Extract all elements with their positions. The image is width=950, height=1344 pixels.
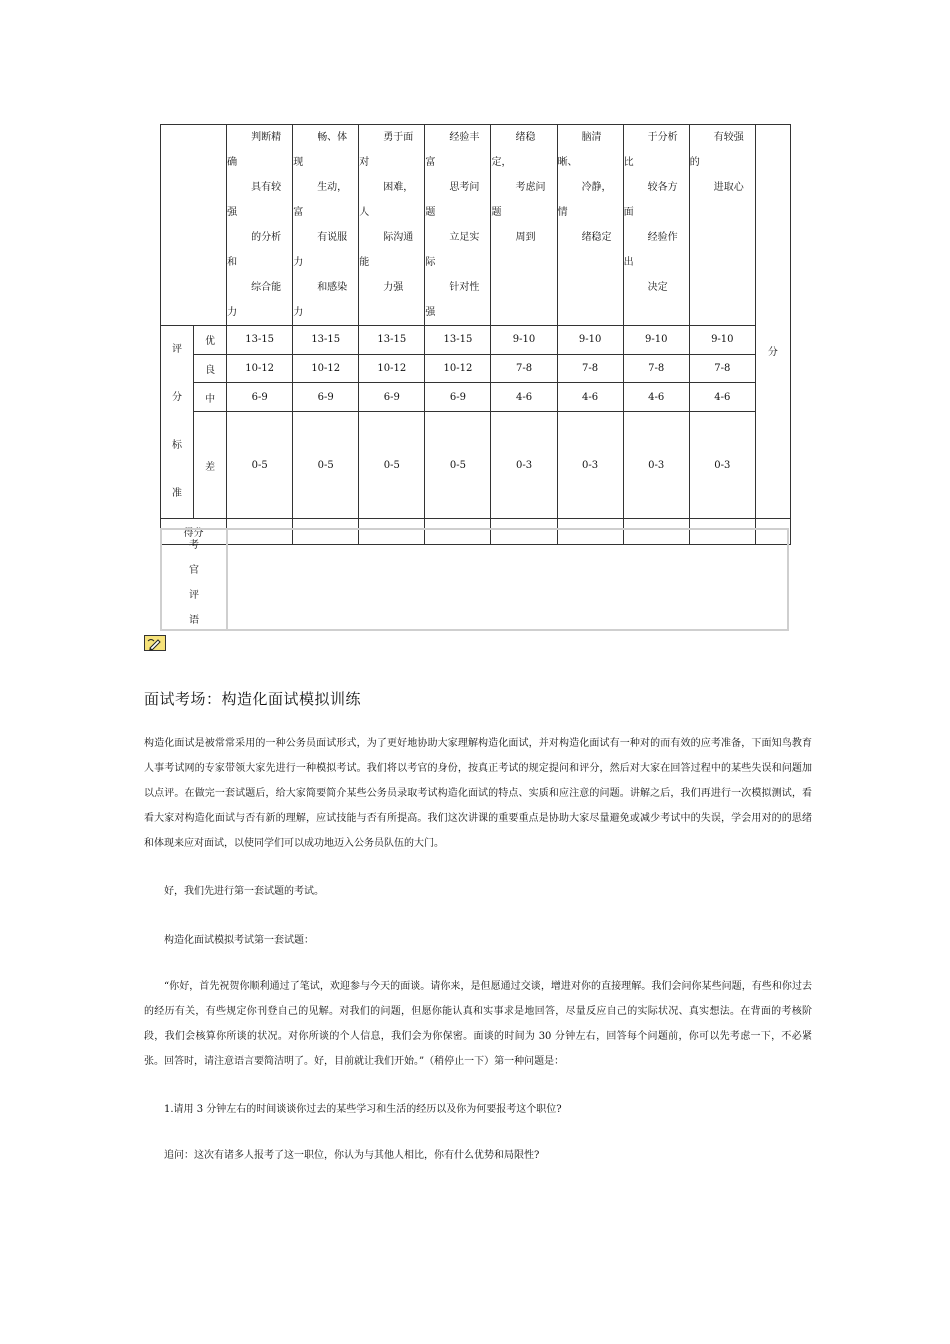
vertical-char: 评 xyxy=(189,590,199,601)
criterion-line: 出 xyxy=(623,257,634,268)
criterion-3 xyxy=(359,125,425,326)
criterion-line: 决定 xyxy=(647,282,668,293)
criterion-line: 人 xyxy=(359,207,370,218)
grade-value: 0-3 xyxy=(491,412,557,519)
grade-label: 优 xyxy=(194,326,227,355)
criterion-line: 力 xyxy=(293,257,304,268)
criterion-line: 冷静， xyxy=(581,182,612,193)
criterion-line: 绪稳 xyxy=(515,132,536,143)
grade-value: 7-8 xyxy=(623,354,689,383)
grade-value: 0-5 xyxy=(425,412,491,519)
criterion-line: 有较强 xyxy=(713,132,744,143)
vertical-char: 评 xyxy=(172,344,183,355)
grade-value: 4-6 xyxy=(689,383,755,412)
grade-value: 13-15 xyxy=(293,326,359,355)
standard-label xyxy=(161,326,194,519)
grade-label: 良 xyxy=(194,354,227,383)
criterion-7 xyxy=(623,125,689,326)
criterion-line: 进取心 xyxy=(713,182,744,193)
intro-paragraph: 构造化面试是被常常采用的一种公务员面试形式，为了更好地协助大家理解构造化面试，并对构造化面试有一种对的而有效的应考准备，下面知鸟教育人事考试网的专家带领大家先进行一种模拟考试。我们将以考官的身份，按真正考试的规定提问和评分，然后对大家在回答过程中的某些失误和问题加以点评。在做完一套试题后，给大家简要简介某些公务员录取考试构造化面试的特点、实质和应注意的问题。讲解之后，我们再进行一次模拟测试，看看大家对构造化面试与否有新的理解，应试技能与否有所提高。我们这次讲课的重要重点是协助大家尽量避免或减少考试中的失误，学会用对的的思绪和体现来应对面试，以使同学们可以成功地迈入公务员队伍的大门。 xyxy=(144,738,812,849)
greeting-paragraph: “你好，首先祝贺你顺利通过了笔试，欢迎参与今天的面谈。请你来，是但愿通过交谈，增进对你的直接理解。我们会问你某些问题，有些和你过去的经历有关，有些规定你刊登自己的见解。对我们的问题，但愿你能认真和实事求是地回答，尽量反应自己的实际状况、真实想法。在背面的考核阶段，我们会核算你所谈的状况。对你所谈的个人信息，我们会为你保密。面谈的时间为 30 分钟左右，回答每个问题前，你可以先考虑一下，不必紧张。回答时，请注意语言要简洁明了。好，目前就让我们开始。”（稍停止一下）第一种问题是： xyxy=(144,981,812,1067)
criterion-line: 题 xyxy=(425,207,436,218)
criterion-line: 比 xyxy=(623,157,634,168)
pencil-icon-graphic xyxy=(145,637,165,651)
criterion-line: 立足实 xyxy=(449,232,480,243)
fen-label: 分 xyxy=(755,125,790,519)
grade-value: 9-10 xyxy=(689,326,755,355)
grade-value: 7-8 xyxy=(557,354,623,383)
grade-value: 0-3 xyxy=(623,412,689,519)
grade-value: 13-15 xyxy=(359,326,425,355)
grade-value: 0-3 xyxy=(557,412,623,519)
grade-value: 7-8 xyxy=(491,354,557,383)
grade-value: 10-12 xyxy=(359,354,425,383)
grade-value: 6-9 xyxy=(359,383,425,412)
scoring-table xyxy=(160,124,791,545)
grade-value: 0-5 xyxy=(293,412,359,519)
criterion-6 xyxy=(557,125,623,326)
criterion-line: 题 xyxy=(491,207,502,218)
criterion-line: 针对性 xyxy=(449,282,480,293)
grade-value: 10-12 xyxy=(227,354,293,383)
grade-label: 中 xyxy=(194,383,227,412)
grade-value: 0-5 xyxy=(359,412,425,519)
criterion-line: 畅、体 xyxy=(317,132,348,143)
criterion-line: 际沟通 xyxy=(383,232,414,243)
criterion-line: 能 xyxy=(359,257,370,268)
criterion-line: 考虑问 xyxy=(515,182,546,193)
grade-value: 10-12 xyxy=(293,354,359,383)
grade-value: 4-6 xyxy=(623,383,689,412)
grade-value: 6-9 xyxy=(227,383,293,412)
criterion-line: 综合能 xyxy=(251,282,282,293)
criterion-line: 困难， xyxy=(383,182,414,193)
criterion-line: 绪稳定 xyxy=(581,232,612,243)
grade-value: 9-10 xyxy=(623,326,689,355)
criterion-line: 晰、 xyxy=(557,157,578,168)
score-label: 得分 xyxy=(161,519,227,545)
grade-value: 7-8 xyxy=(689,354,755,383)
vertical-char: 准 xyxy=(172,488,183,499)
grade-value: 6-9 xyxy=(425,383,491,412)
criterion-line: 力强 xyxy=(383,282,404,293)
corner-cell xyxy=(161,125,227,326)
grade-value: 4-6 xyxy=(491,383,557,412)
criterion-line: 富 xyxy=(293,207,304,218)
criterion-line: 情 xyxy=(557,207,568,218)
vertical-char: 考 xyxy=(189,540,199,551)
criterion-line: 的 xyxy=(689,157,700,168)
criterion-line: 较各方 xyxy=(647,182,678,193)
criterion-line: 确 xyxy=(227,157,238,168)
criterion-line: 生动， xyxy=(317,182,348,193)
criterion-line: 强 xyxy=(425,307,436,318)
criterion-line: 经验丰 xyxy=(449,132,480,143)
criterion-line: 面 xyxy=(623,207,634,218)
vertical-char: 官 xyxy=(189,565,199,576)
page-title: 面试考场：构造化面试模拟训练 xyxy=(144,690,362,708)
grade-row-medium xyxy=(161,383,791,412)
examiner-comment-box xyxy=(160,528,789,631)
criterion-line: 力 xyxy=(227,307,238,318)
grade-value: 9-10 xyxy=(557,326,623,355)
grade-value: 13-15 xyxy=(227,326,293,355)
set-title-paragraph: 构造化面试模拟考试第一套试题： xyxy=(164,935,314,946)
criterion-5 xyxy=(491,125,557,326)
vertical-char: 分 xyxy=(172,392,183,403)
question-1: 1.请用 3 分钟左右的时间谈谈你过去的某些学习和生活的经历以及你为何要报考这个职位? xyxy=(164,1104,562,1115)
grade-value: 9-10 xyxy=(491,326,557,355)
vertical-char: 标 xyxy=(172,440,183,451)
criterion-line: 勇于面 xyxy=(383,132,414,143)
criterion-line: 思考问 xyxy=(449,182,480,193)
criterion-line: 富 xyxy=(425,157,436,168)
pencil-icon[interactable] xyxy=(144,635,166,651)
grade-value: 10-12 xyxy=(425,354,491,383)
criterion-2 xyxy=(293,125,359,326)
grade-value: 13-15 xyxy=(425,326,491,355)
criterion-line: 经验作 xyxy=(647,232,678,243)
vertical-char: 语 xyxy=(189,615,199,626)
examiner-comment-label xyxy=(162,530,228,629)
grade-value: 6-9 xyxy=(293,383,359,412)
criterion-line: 有说服 xyxy=(317,232,348,243)
grade-value: 0-3 xyxy=(689,412,755,519)
criterion-8 xyxy=(689,125,755,326)
criterion-1 xyxy=(227,125,293,326)
criteria-row xyxy=(161,125,791,326)
criterion-line: 定， xyxy=(491,157,512,168)
criterion-line: 判断精 xyxy=(251,132,282,143)
criterion-line: 于分析 xyxy=(647,132,678,143)
criterion-line: 脑清 xyxy=(581,132,602,143)
grade-value: 4-6 xyxy=(557,383,623,412)
grade-label: 差 xyxy=(194,412,227,519)
grade-row-poor xyxy=(161,412,791,519)
criterion-line: 具有较 xyxy=(251,182,282,193)
grade-value: 0-5 xyxy=(227,412,293,519)
grade-row-excellent xyxy=(161,326,791,355)
criterion-line: 际 xyxy=(425,257,436,268)
criterion-4 xyxy=(425,125,491,326)
criterion-line: 周到 xyxy=(515,232,536,243)
follow-up-question: 追问：这次有诸多人报考了这一职位，你认为与其他人相比，你有什么优势和局限性? xyxy=(164,1150,540,1161)
criterion-line: 和感染 xyxy=(317,282,348,293)
start-paragraph: 好，我们先进行第一套试题的考试。 xyxy=(164,886,324,897)
criterion-line: 对 xyxy=(359,157,370,168)
criterion-line: 强 xyxy=(227,207,238,218)
grade-row-good xyxy=(161,354,791,383)
criterion-line: 力 xyxy=(293,307,304,318)
criterion-line: 的分析 xyxy=(251,232,282,243)
criterion-line: 现 xyxy=(293,157,304,168)
criterion-line: 和 xyxy=(227,257,238,268)
